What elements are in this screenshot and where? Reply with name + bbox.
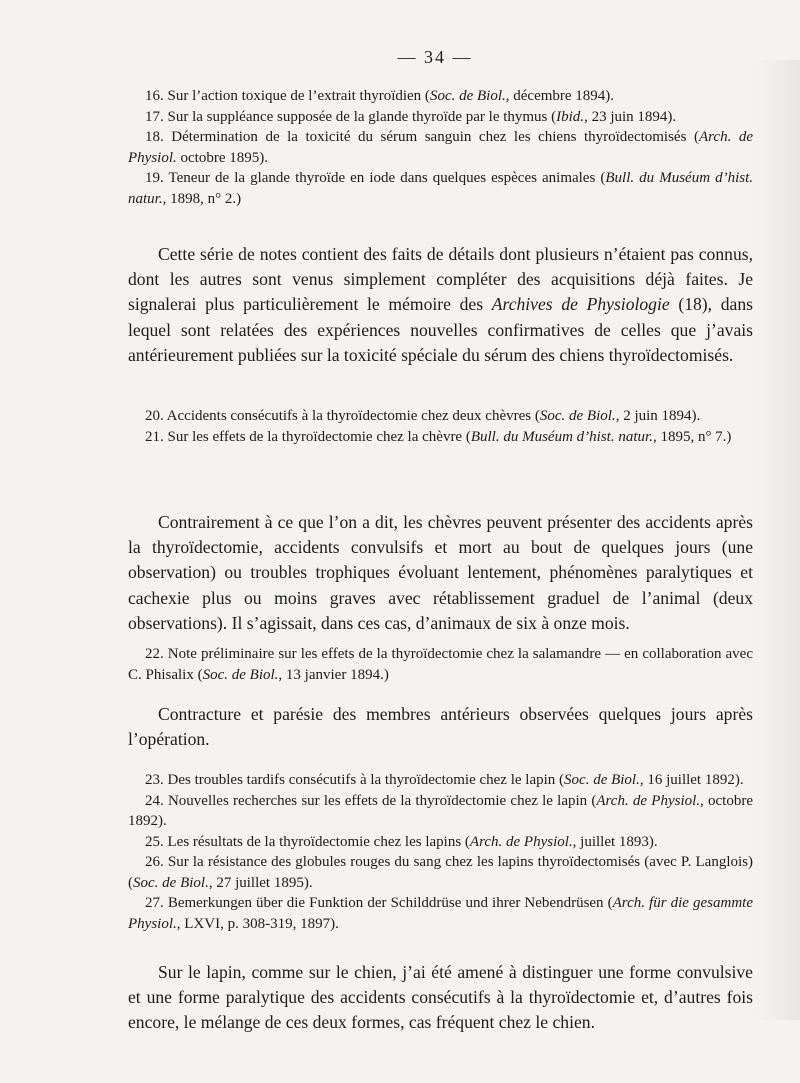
reference-item — [128, 852, 753, 893]
reference-item — [128, 644, 753, 685]
text-run: 18. Détermination de la toxicité du sérum sanguin chez les chiens thyroïdectomisés ( — [145, 129, 699, 145]
reference-item — [128, 406, 753, 427]
reference-item — [128, 893, 753, 934]
reference-item — [128, 86, 753, 107]
text-run: , 13 janvier 1894.) — [278, 666, 389, 683]
text-run: , octobre 1892). — [128, 792, 753, 829]
reference-list-20-21 — [128, 406, 753, 447]
text-run: , 1898, n° 2.) — [162, 190, 242, 207]
reference-item — [128, 127, 753, 168]
body-paragraph — [128, 960, 753, 1036]
text-run: 24. Nouvelles recherches sur les effets de la thyroïdectomie chez le lapin ( — [145, 792, 597, 809]
facing-page-bleed — [755, 60, 800, 1020]
citation-source: Arch. de Physiol. — [469, 833, 573, 850]
citation-source: Soc. de Biol. — [539, 408, 616, 424]
commentary-paragraph-2 — [128, 510, 753, 636]
text-run: , 1895, n° 7.) — [652, 428, 732, 445]
citation-source: Bull. du Muséum d’hist. natur. — [128, 170, 753, 207]
text-run: 25. Les résultats de la thyroïdectomie chez les lapins ( — [145, 833, 470, 850]
citation-source: Arch. für die gesammte Physiol. — [128, 895, 753, 932]
reference-list-16-19 — [128, 86, 753, 209]
text-run: 26. Sur la résistance des globules rouges du sang chez les lapins thyroïdectomisés (avec P. Langlois) ( — [128, 854, 753, 891]
text-run: Contracture et parésie des membres antérieurs observées quelques jours après l’opération. — [128, 704, 753, 750]
reference-item — [128, 168, 753, 209]
citation-source: Soc. de Biol. — [429, 88, 506, 104]
citation-source: Bull. du Muséum d’hist. natur. — [470, 428, 653, 445]
text-run: Contrairement à ce que l’on a dit, les chèvres peuvent présenter des accidents après la thyroïdectomie, accidents convulsifs et mort au bout de quelques jours (une observation) ou troubles trophiques évoluant lentement, phénomènes paralytiques et cachexie plus ou moins graves avec rétablissement graduel de l’animal (deux observations). Il s’agissait, dans ces cas, d’animaux de six à onze mois. — [128, 512, 753, 633]
commentary-paragraph-1 — [128, 242, 753, 368]
text-run: Sur le lapin, comme sur le chien, j’ai été amené à distinguer une forme convulsive et une forme paralytique des accidents consécutifs à la thyroïdectomie et, d’autres fois encore, le mélange de ces deux formes, cas fréquent chez le chien. — [128, 962, 753, 1033]
text-run: 17. Sur la suppléance supposée de la glande thyroïde par le thymus ( — [145, 108, 557, 125]
reference-item — [128, 427, 753, 448]
text-run: 19. Teneur de la glande thyroïde en iode dans quelques espèces animales ( — [145, 170, 606, 186]
citation-source: Soc. de Biol. — [202, 666, 279, 683]
reference-list-23-27 — [128, 770, 753, 934]
reference-item — [128, 832, 753, 853]
body-paragraph — [128, 702, 753, 752]
citation-source: Soc. de Biol. — [564, 772, 640, 788]
text-run: 23. Des troubles tardifs consécutifs à la thyroïdectomie chez le lapin ( — [145, 772, 565, 788]
text-run: , juillet 1893). — [572, 833, 658, 850]
reference-item — [128, 107, 753, 128]
citation-source: Arch. de Physiol. — [128, 129, 754, 166]
text-run: 16. Sur l’action toxique de l’extrait thyroïdien ( — [145, 88, 430, 104]
reference-item — [128, 770, 753, 791]
citation-source: Ibid. — [556, 108, 585, 125]
body-paragraph — [128, 242, 753, 368]
text-run: octobre 1895). — [176, 149, 268, 166]
text-run: , LXVI, p. 308-319, 1897). — [176, 915, 339, 932]
citation-source: Archives de Physiologie — [491, 294, 670, 315]
body-paragraph — [128, 510, 753, 636]
text-run: , décembre 1894). — [505, 88, 615, 104]
text-run: , 16 juillet 1892). — [639, 772, 744, 788]
citation-source: Soc. de Biol. — [133, 874, 209, 891]
page-number: — 34 — — [397, 47, 473, 67]
commentary-paragraph-4 — [128, 960, 753, 1036]
text-run: 20. Accidents consécutifs à la thyroïdectomie chez deux chèvres ( — [145, 408, 540, 424]
citation-source: Arch. de Physiol. — [596, 792, 701, 809]
reference-list-22 — [128, 644, 753, 685]
text-run: 21. Sur les effets de la thyroïdectomie chez la chèvre ( — [145, 428, 471, 445]
text-run: , 23 juin 1894). — [584, 108, 677, 125]
text-run: 27. Bemerkungen über die Funktion der Schilddrüse und ihrer Nebendrüsen ( — [145, 895, 613, 911]
text-run: , 27 juillet 1895). — [208, 874, 313, 891]
commentary-paragraph-3 — [128, 702, 753, 752]
text-run: 22. Note préliminaire sur les effets de la thyroïdectomie chez la salamandre — en collaboration avec C. Phisalix ( — [128, 646, 753, 683]
text-run: (18), dans lequel sont relatées des expériences nouvelles confirmatives de celles que j’avais antérieurement publiées sur la toxicité spéciale du sérum des chiens thyroïdectomisés. — [128, 294, 753, 365]
reference-item — [128, 791, 753, 832]
text-run: Cette série de notes contient des faits de détails dont plusieurs n’étaient pas connus, dont les autres sont venus simplement compléter des acquisitions déjà faites. Je signalerai plus particulièrement le mémoire des — [128, 244, 753, 315]
text-run: , 2 juin 1894). — [615, 408, 701, 424]
